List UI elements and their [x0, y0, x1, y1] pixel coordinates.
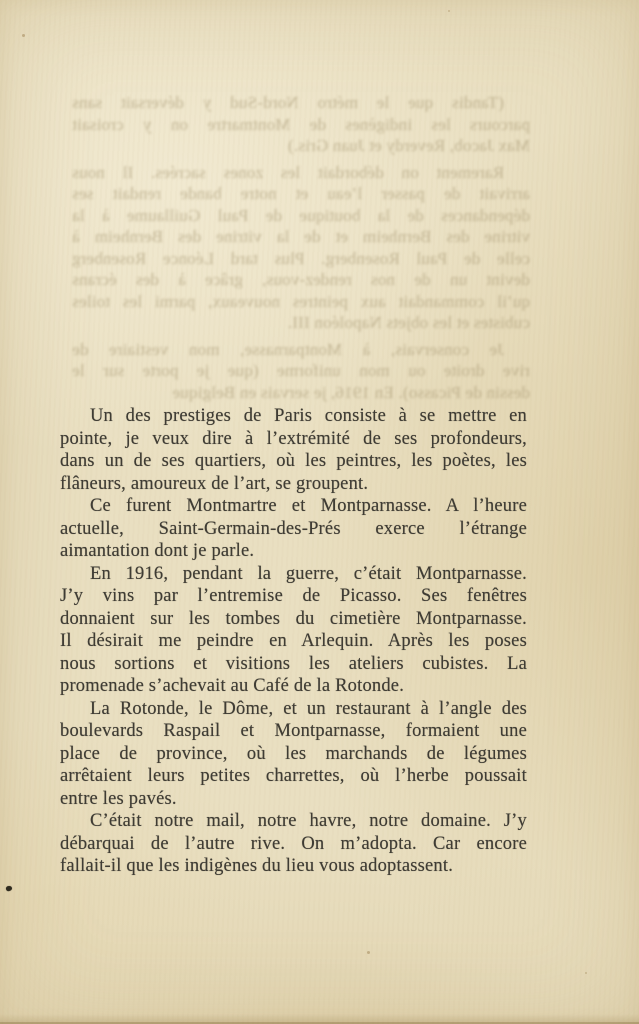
- ink-dot: [5, 885, 12, 891]
- ghost-text-line: parcours les indigènes de Montmartre on y croisait: [72, 114, 530, 134]
- ghost-text-line: Rarement on débordait les zones sacrées. Il nous: [72, 162, 504, 182]
- ghost-paragraph: [72, 339, 530, 404]
- ghost-paragraph: [72, 92, 530, 157]
- text-line: débarquai de l’autre rive. On m’adopta. Car encore: [60, 833, 527, 854]
- text-line: place de province, où les marchands de légumes: [60, 743, 527, 764]
- paper-speck: [367, 951, 370, 954]
- paragraph: [60, 698, 527, 811]
- main-text-block: [60, 405, 527, 878]
- text-line: actuelle, Saint-Germain-des-Prés exerce l’étrange: [60, 518, 527, 539]
- ghost-text-line: arrivait de passer l’eau et notre bande rendait ses: [72, 184, 530, 203]
- ghost-text-line: Je conservais, à Montparnasse, mon vestiaire de: [72, 339, 504, 359]
- text-line: J’y vins par l’entremise de Picasso. Ses fenêtres: [60, 586, 527, 606]
- ghost-text-line: devint un de nos rendez-vous, grâce à des écrans: [72, 270, 530, 289]
- text-line: arrêtaient leurs petites charrettes, où l’herbe poussait: [60, 766, 527, 786]
- paper-speck: [22, 34, 25, 37]
- text-line: Il désirait me peindre en Arlequin. Après les poses: [60, 631, 527, 651]
- paper-speck: [448, 10, 450, 12]
- ghost-text-line: rive droite ou mon uniforme (que je porte sur le: [72, 361, 530, 380]
- ghost-text-line: celle de Paul Rosenberg. Plus tard Léonce Rosenberg: [72, 248, 530, 268]
- text-line: C’était notre mail, notre havre, notre domaine. J’y: [90, 811, 527, 831]
- ghost-text-line: qu’il commandait aux peintres nouveaux, parmi les toiles: [72, 291, 530, 311]
- text-line: La Rotonde, le Dôme, et un restaurant à l’angle des: [90, 698, 527, 719]
- ghost-paragraph: [72, 162, 530, 334]
- text-line: entre les pavés.: [60, 788, 177, 809]
- ghost-text-line: Max Jacob, Reverdy et Juan Gris.): [287, 136, 530, 155]
- ghost-text-line: dessin de Picasso). En 1916, je servais en Belgique: [172, 382, 530, 402]
- text-line: pointe, je veux dire à l’extrémité de ses profondeurs,: [60, 428, 527, 449]
- paragraph: [60, 405, 527, 495]
- ghost-text-line: dépendances de la boutique de Paul Guillaume à la: [72, 205, 530, 225]
- paper-speck: [585, 972, 587, 974]
- text-line: flâneurs, amoureux de l’art, se groupent.: [60, 473, 369, 494]
- paragraph: [60, 563, 527, 698]
- text-line: dans un de ses quartiers, où les peintres, les poètes, les: [60, 451, 527, 471]
- ghost-text-line: cubistes et les objets Napoléon III.: [287, 313, 530, 332]
- ghost-text-block: [72, 92, 530, 408]
- text-line: promenade s’achevait au Café de la Rotonde.: [60, 676, 405, 696]
- text-line: donnaient sur les tombes du cimetière Montparnasse.: [60, 608, 527, 629]
- text-line: En 1916, pendant la guerre, c’était Montparnasse.: [90, 563, 527, 584]
- text-line: fallait-il que les indigènes du lieu vous adoptassent.: [60, 856, 454, 876]
- text-line: nous sortions et visitions les ateliers cubistes. La: [60, 653, 527, 674]
- text-line: boulevards Raspail et Montparnasse, formaient une: [60, 721, 527, 741]
- text-line: aimantation dont je parle.: [60, 541, 255, 561]
- paragraph: [60, 810, 527, 878]
- text-line: Un des prestiges de Paris consiste à se mettre en: [90, 406, 527, 426]
- ghost-text-line: vitrine des Bernheim et de la vitrine des Bernheim à: [72, 227, 530, 246]
- paragraph: [60, 495, 527, 563]
- text-line: Ce furent Montmartre et Montparnasse. A l’heure: [90, 496, 527, 516]
- ghost-text-line: (Tandis que le métro Nord-Sud y déversait sans: [72, 93, 504, 112]
